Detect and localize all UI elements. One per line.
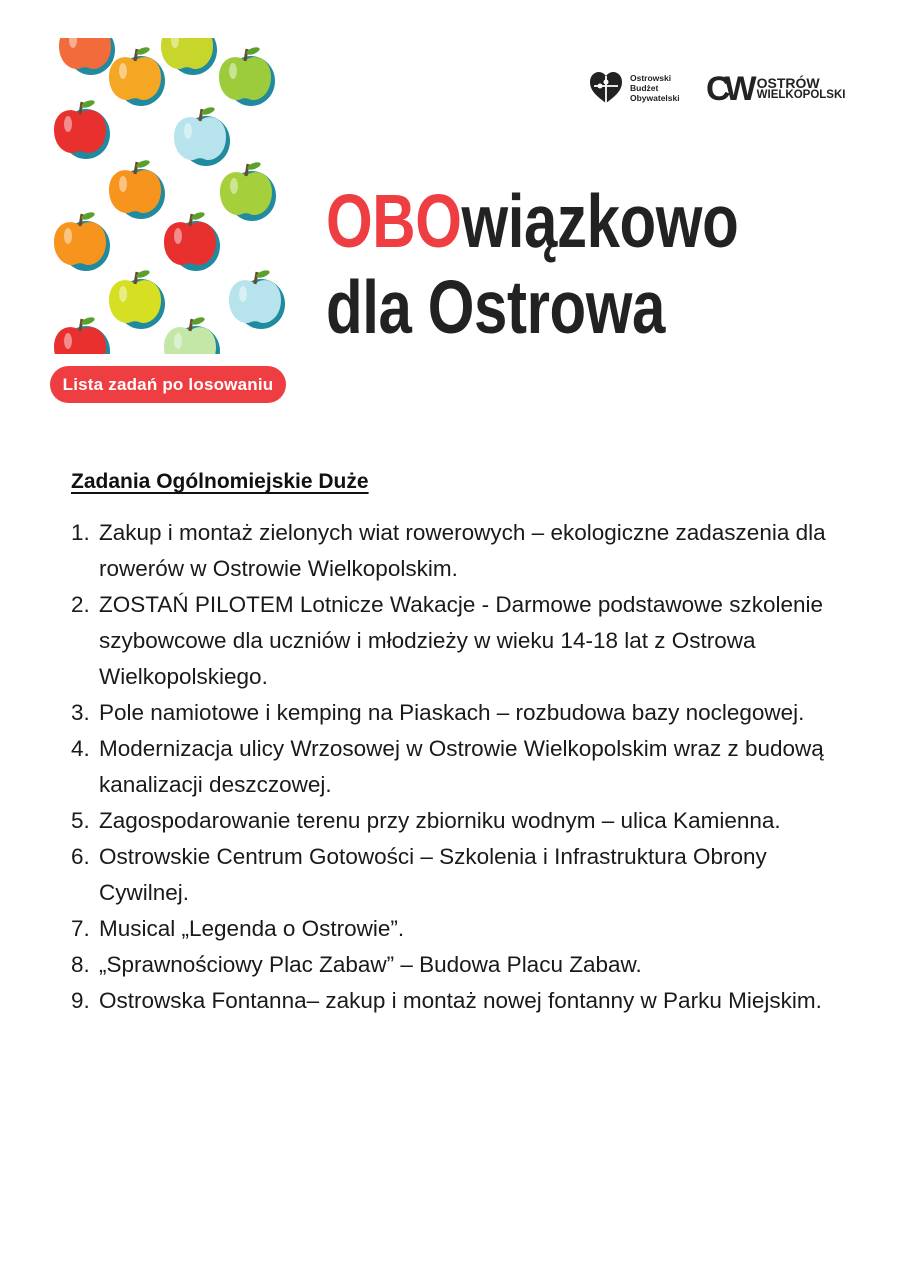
- task-item: [71, 695, 831, 731]
- headline-red-part: OBO: [326, 179, 462, 263]
- task-number: 9.: [71, 988, 90, 1013]
- logo-city-line1: OSTRÓW: [756, 75, 820, 91]
- puzzle-heart-icon: [588, 70, 624, 106]
- task-text: Pole namiotowe i kemping na Piaskach – rozbudowa bazy noclegowej.: [99, 700, 805, 725]
- task-text: Musical „Legenda o Ostrowie”.: [99, 916, 405, 941]
- task-text: Zakup i montaż zielonych wiat rowerowych – ekologiczne zadaszenia dla rowerów w Ostrowie Wielkopolskim.: [99, 520, 826, 581]
- task-item: [71, 947, 831, 983]
- task-number: 7.: [71, 916, 90, 941]
- task-item: [71, 803, 831, 839]
- task-item: [71, 911, 831, 947]
- section-title: Zadania Ogólnomiejskie Duże: [71, 470, 369, 493]
- logo-obo-line2: Budżet: [630, 83, 659, 93]
- task-item: [71, 587, 831, 695]
- ow-monogram-icon: CW: [706, 70, 751, 108]
- task-text: Ostrowska Fontanna– zakup i montaż nowej fontanny w Parku Miejskim.: [99, 988, 822, 1013]
- headline: [326, 178, 738, 350]
- apple-pattern-illustration: [50, 38, 288, 354]
- task-item: [71, 515, 831, 587]
- ostrow-wielkopolski-logo: [706, 72, 845, 106]
- task-item: [71, 983, 831, 1019]
- task-number: 5.: [71, 808, 90, 833]
- task-list: [71, 515, 831, 1019]
- ostrowski-budzet-obywatelski-logo: [588, 70, 680, 106]
- task-text: ZOSTAŃ PILOTEM Lotnicze Wakacje - Darmowe podstawowe szkolenie szybowcowe dla uczniów i młodzieży w wieku 14-18 lat z Ostrowa Wielkopolskiego.: [99, 592, 823, 689]
- headline-rest-part: wiązkowo: [461, 179, 739, 263]
- logo-obo-line1: Ostrowski: [630, 73, 672, 83]
- task-number: 1.: [71, 520, 90, 545]
- task-text: Zagospodarowanie terenu przy zbiorniku wodnym – ulica Kamienna.: [99, 808, 781, 833]
- task-text: Modernizacja ulicy Wrzosowej w Ostrowie Wielkopolskim wraz z budową kanalizacji deszczowej.: [99, 736, 824, 797]
- list-after-draw-badge: Lista zadań po losowaniu: [50, 366, 286, 403]
- task-number: 4.: [71, 736, 90, 761]
- logo-obo-line3: Obywatelski: [630, 93, 680, 103]
- task-item: [71, 839, 831, 911]
- task-text: „Sprawnościowy Plac Zabaw” – Budowa Placu Zabaw.: [99, 952, 642, 977]
- task-item: [71, 731, 831, 803]
- task-number: 2.: [71, 592, 90, 617]
- task-number: 6.: [71, 844, 90, 869]
- task-number: 8.: [71, 952, 90, 977]
- task-number: 3.: [71, 700, 90, 725]
- task-text: Ostrowskie Centrum Gotowości – Szkolenia i Infrastruktura Obrony Cywilnej.: [99, 844, 767, 905]
- apple-poster-image: [50, 38, 288, 354]
- headline-line2: dla Ostrowa: [326, 265, 666, 349]
- logo-city-line2: WIELKOPOLSKI: [756, 89, 846, 101]
